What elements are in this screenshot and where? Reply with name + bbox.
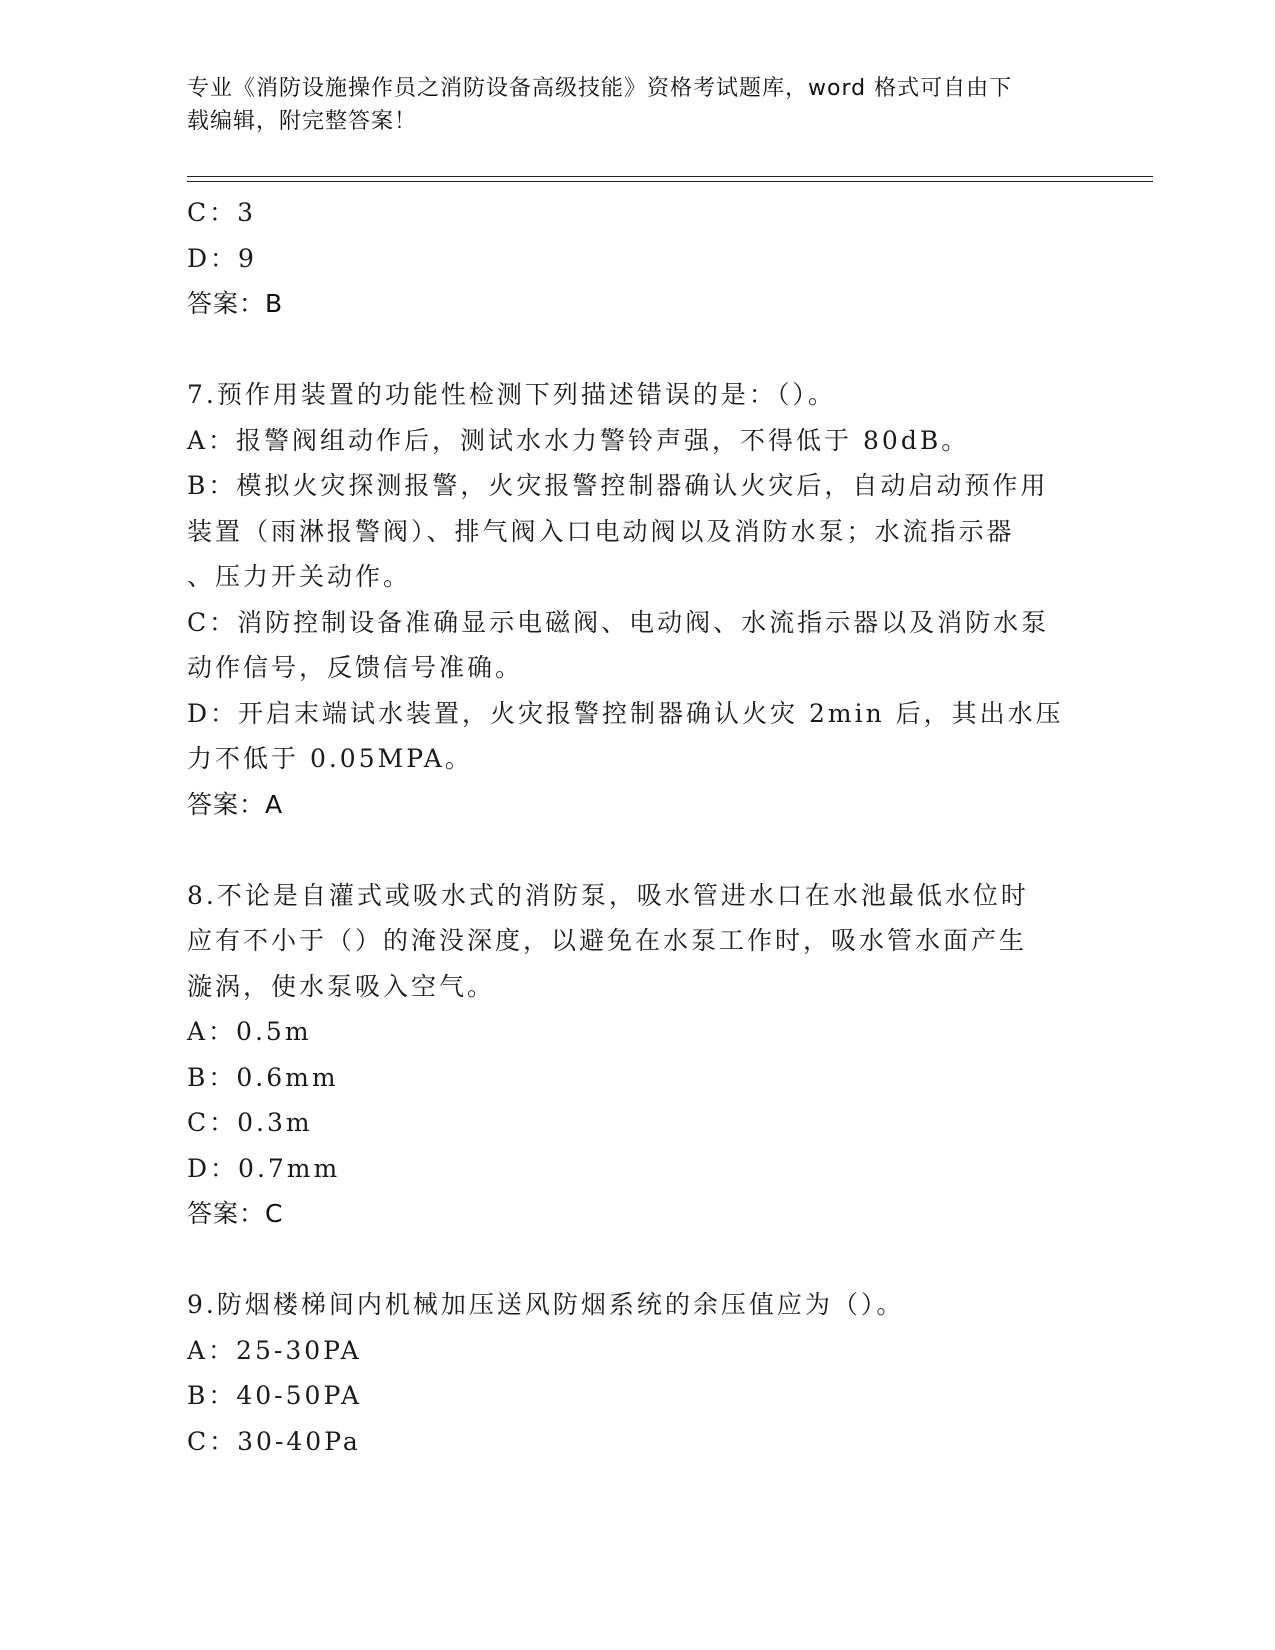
question-stem: 7.预作用装置的功能性检测下列描述错误的是：（）。 [187,380,836,409]
header-line-2: 载编辑，附完整答案！ [187,109,418,134]
question-list [187,190,1087,1464]
option-b-continued: 装置（雨淋报警阀）、排气阀入口电动阀以及消防水泵；水流指示器 [187,516,1015,546]
question-9 [187,1282,1087,1464]
question-stem: 9.防烟楼梯间内机械加压送风防烟系统的余压值应为（）。 [187,1290,905,1319]
option-b: B：0.6mm [187,1062,339,1092]
question-stem-continued: 漩涡，使水泵吸入空气。 [187,971,496,1001]
option-d: D：0.7mm [187,1153,341,1183]
spacer [187,327,1087,373]
question-6 [187,190,1087,327]
option-c: C：消防控制设备准确显示电磁阀、电动阀、水流指示器以及消防水泵 [187,607,1050,637]
option-d: D：9 [187,243,257,273]
header-line-1: 专业《消防设施操作员之消防设备高级技能》资格考试题库，word 格式可自由下 [187,76,1013,101]
option-a: A：25-30PA [187,1335,362,1365]
option-d: D：开启末端试水装置，火灾报警控制器确认火灾 2min 后，其出水压 [187,698,1064,728]
spacer [187,827,1087,873]
question-stem-continued: 应有不小于（）的淹没深度，以避免在水泵工作时，吸水管水面产生 [187,926,1028,955]
option-c: C：0.3m [187,1108,313,1137]
option-c: C：30-40Pa [187,1426,361,1456]
question-7 [187,372,1087,827]
option-b: B：模拟火灾探测报警，火灾报警控制器确认火灾后，自动启动预作用 [187,471,1049,500]
question-stem: 8.不论是自灌式或吸水式的消防泵，吸水管进水口在水池最低水位时 [187,880,1029,910]
option-b: B：40-50PA [187,1381,363,1410]
option-a: A：0.5m [187,1017,312,1046]
option-d-continued: 力不低于 0.05MPA。 [187,744,473,773]
option-a: A：报警阀组动作后，测试水水力警铃声强，不得低于 80dB。 [187,425,970,455]
document-header [187,72,1067,138]
header-divider-bottom [187,181,1153,182]
option-b-continued: 、压力开关动作。 [187,562,412,591]
answer-line: 答案：B [187,289,284,318]
header-divider-top [187,176,1153,177]
spacer [187,1237,1087,1283]
option-c-continued: 动作信号，反馈信号准确。 [187,653,524,682]
question-8 [187,873,1087,1237]
answer-line: 答案：A [187,789,284,819]
option-c: C：3 [187,198,257,227]
answer-line: 答案：C [187,1199,284,1228]
